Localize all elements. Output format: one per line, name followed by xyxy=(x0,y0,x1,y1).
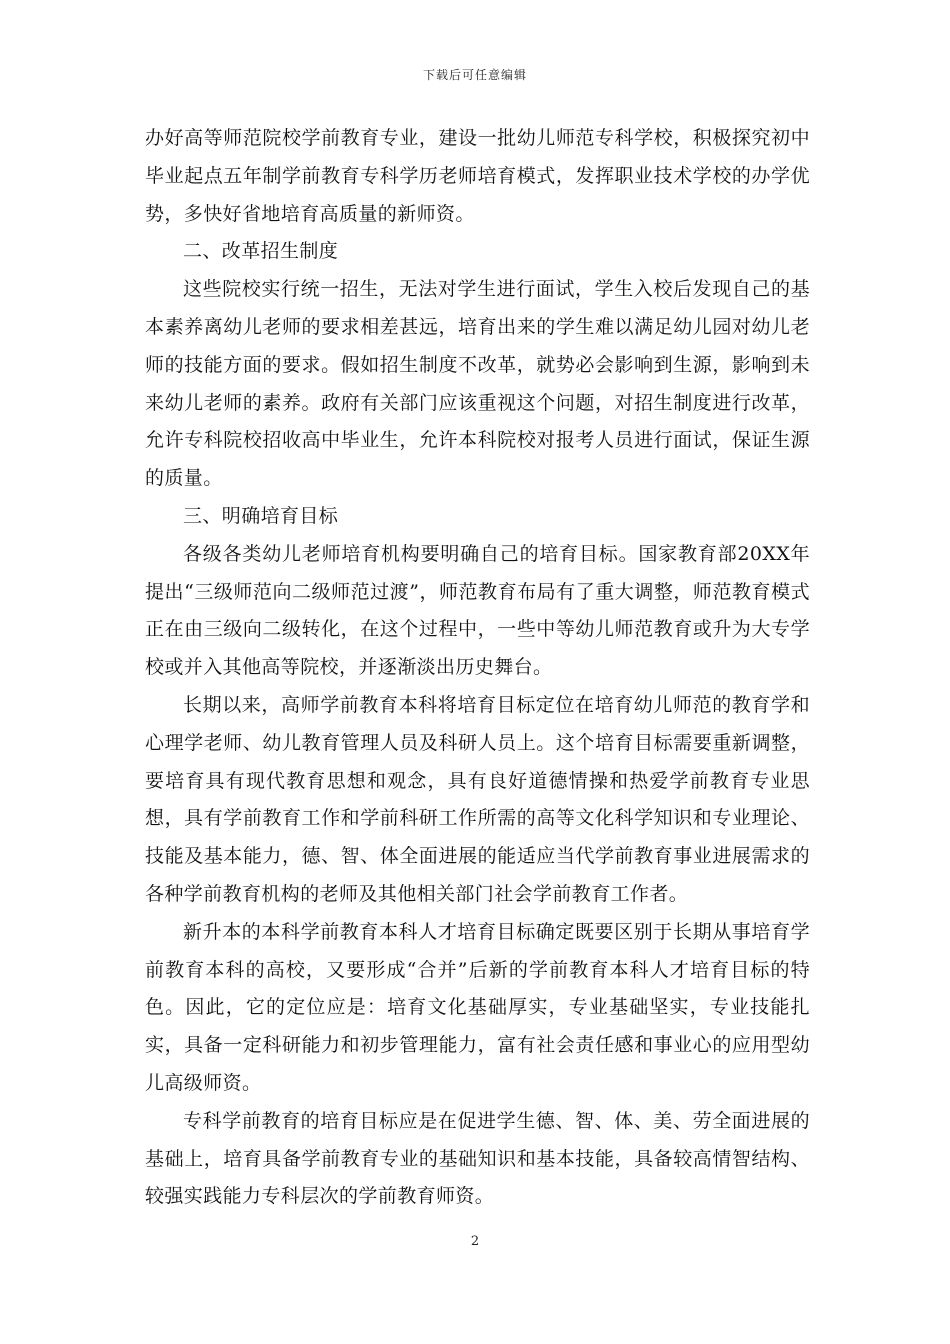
paragraph: 长期以来，高师学前教育本科将培育目标定位在培育幼儿师范的教育学和心理学老师、幼儿教育管理人员及科研人员上。这个培育目标需要重新调整，要培育具有现代教育思想和观念，具有良好道德情操和热爱学前教育专业思想，具有学前教育工作和学前科研工作所需的高等文化科学知识和专业理论、技能及基本能力，德、智、体全面进展的能适应当代学前教育事业进展需求的各种学前教育机构的老师及其他相关部门社会学前教育工作者。 xyxy=(145,693,810,905)
page-header: 下载后可任意编辑 xyxy=(422,68,527,82)
section-heading-training-goals: 三、明确培育目标 xyxy=(183,504,339,527)
paragraph: 各级各类幼儿老师培育机构要明确自己的培育目标。国家教育部20XX年提出“三级师范向二级师范过渡”，师范教育布局有了重大调整，师范教育模式正在由三级向二级转化，在这个过程中，一些中等幼儿师范教育或升为大专学校或并入其他高等院校，并逐渐淡出历史舞台。 xyxy=(145,542,810,679)
document-body xyxy=(145,120,810,1216)
paragraph: 专科学前教育的培育目标应是在促进学生德、智、体、美、劳全面进展的基础上，培育具备学前教育专业的基础知识和基本技能，具备较高情智结构、较强实践能力专科层次的学前教育师资。 xyxy=(145,1109,810,1208)
page-number: 2 xyxy=(470,1234,480,1249)
section-heading-reform-enrollment: 二、改革招生制度 xyxy=(183,240,339,263)
paragraph: 新升本的本科学前教育本科人才培育目标确定既要区别于长期从事培育学前教育本科的高校，又要形成“合并”后新的学前教育本科人才培育目标的特色。因此，它的定位应是：培育文化基础厚实，专业基础坚实，专业技能扎实，具备一定科研能力和初步管理能力，富有社会责任感和事业心的应用型幼儿高级师资。 xyxy=(145,920,810,1094)
paragraph: 这些院校实行统一招生，无法对学生进行面试，学生入校后发现自己的基本素养离幼儿老师的要求相差甚远，培育出来的学生难以满足幼儿园对幼儿老师的技能方面的要求。假如招生制度不改革，就势必会影响到生源，影响到未来幼儿老师的素养。政府有关部门应该重视这个问题，对招生制度进行改革，允许专科院校招收高中毕业生，允许本科院校对报考人员进行面试，保证生源的质量。 xyxy=(145,278,810,490)
paragraph-continued: 办好高等师范院校学前教育专业，建设一批幼儿师范专科学校，积极探究初中毕业起点五年制学前教育专科学历老师培育模式，发挥职业技术学校的办学优势，多快好省地培育高质量的新师资。 xyxy=(145,127,810,225)
